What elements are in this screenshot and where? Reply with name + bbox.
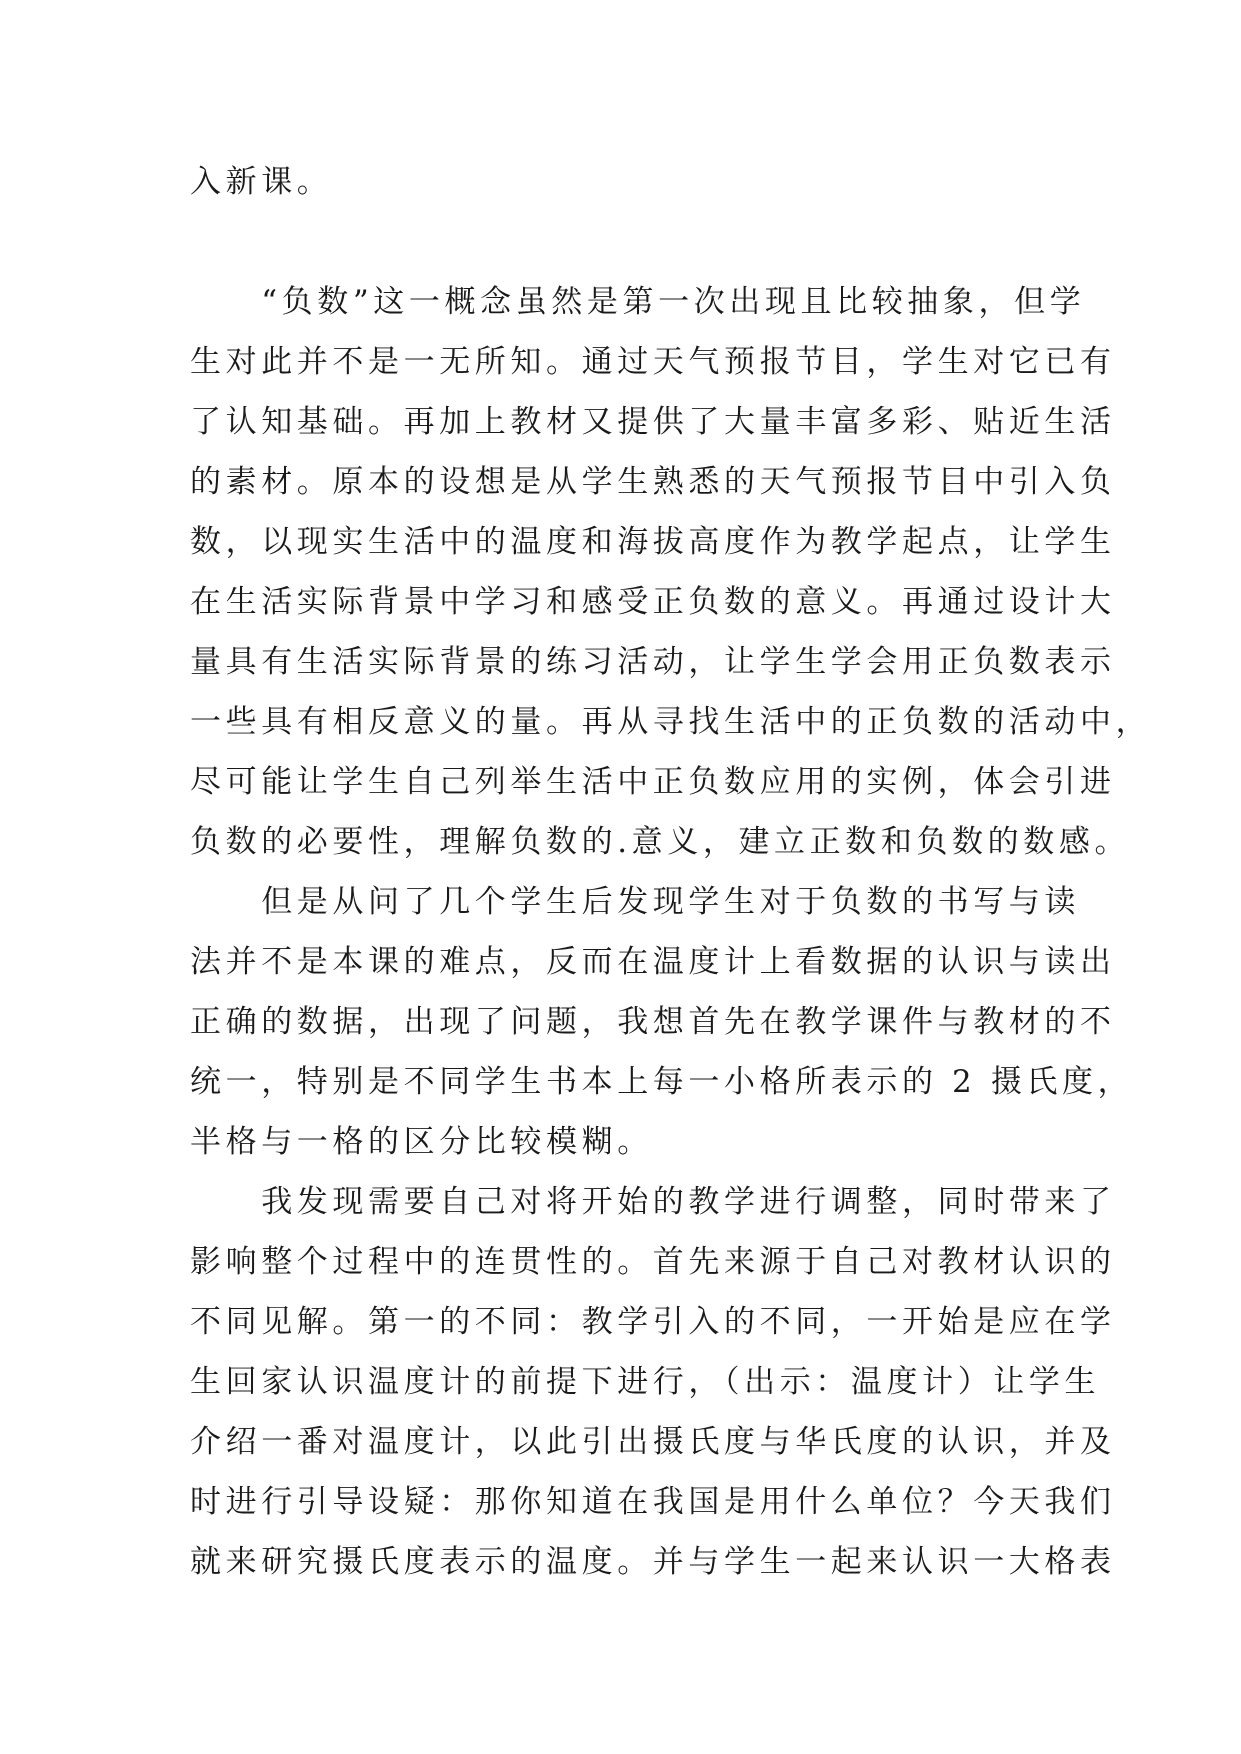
text-line: 影响整个过程中的连贯性的。首先来源于自己对教材认识的 [190, 1244, 1116, 1280]
text-line: 不同见解。第一的不同：教学引入的不同，一开始是应在学 [190, 1304, 1116, 1340]
text-line: 入新课。 [190, 164, 333, 200]
text-line: 数，以现实生活中的温度和海拔高度作为教学起点，让学生 [190, 524, 1116, 560]
text-line: 一些具有相反意义的量。再从寻找生活中的正负数的活动中， [190, 704, 1152, 740]
text-line: 介绍一番对温度计，以此引出摄氏度与华氏度的认识，并及 [190, 1424, 1116, 1460]
text-line: 在生活实际背景中学习和感受正负数的意义。再通过设计大 [190, 584, 1116, 620]
text-line: “负数”这一概念虽然是第一次出现且比较抽象，但学 [190, 284, 1086, 320]
paragraph-2 [190, 272, 1152, 872]
text-line: 尽可能让学生自己列举生活中正负数应用的实例，体会引进 [190, 764, 1116, 800]
text-line: 生对此并不是一无所知。通过天气预报节目，学生对它已有 [190, 344, 1116, 380]
text-line: 法并不是本课的难点，反而在温度计上看数据的认识与读出 [190, 944, 1116, 980]
text-line: 的素材。原本的设想是从学生熟悉的天气预报节目中引入负 [190, 464, 1116, 500]
text-line: 生回家认识温度计的前提下进行，（出示：温度计）让学生 [190, 1364, 1101, 1400]
text-line: 了认知基础。再加上教材又提供了大量丰富多彩、贴近生活 [190, 404, 1116, 440]
text-line: 正确的数据，出现了问题，我想首先在教学课件与教材的不 [190, 1004, 1116, 1040]
text-line: 我发现需要自己对将开始的教学进行调整，同时带来了 [190, 1184, 1116, 1220]
document-body [190, 152, 1152, 1592]
paragraph-3 [190, 872, 1134, 1172]
text-line: 负数的必要性，理解负数的.意义，建立正数和负数的数感。 [190, 824, 1131, 860]
text-line: 但是从问了几个学生后发现学生对于负数的书写与读 [190, 884, 1080, 920]
paragraph-spacer [190, 212, 1050, 272]
paragraph-4 [190, 1172, 1116, 1592]
text-line: 时进行引导设疑：那你知道在我国是用什么单位？今天我们 [190, 1484, 1116, 1520]
paragraph-1 [190, 152, 1050, 212]
text-line: 半格与一格的区分比较模糊。 [190, 1124, 653, 1160]
text-line: 量具有生活实际背景的练习活动，让学生学会用正负数表示 [190, 644, 1116, 680]
text-line: 就来研究摄氏度表示的温度。并与学生一起来认识一大格表 [190, 1544, 1116, 1580]
text-line: 统一，特别是不同学生书本上每一小格所表示的 2 摄氏度， [190, 1064, 1134, 1100]
